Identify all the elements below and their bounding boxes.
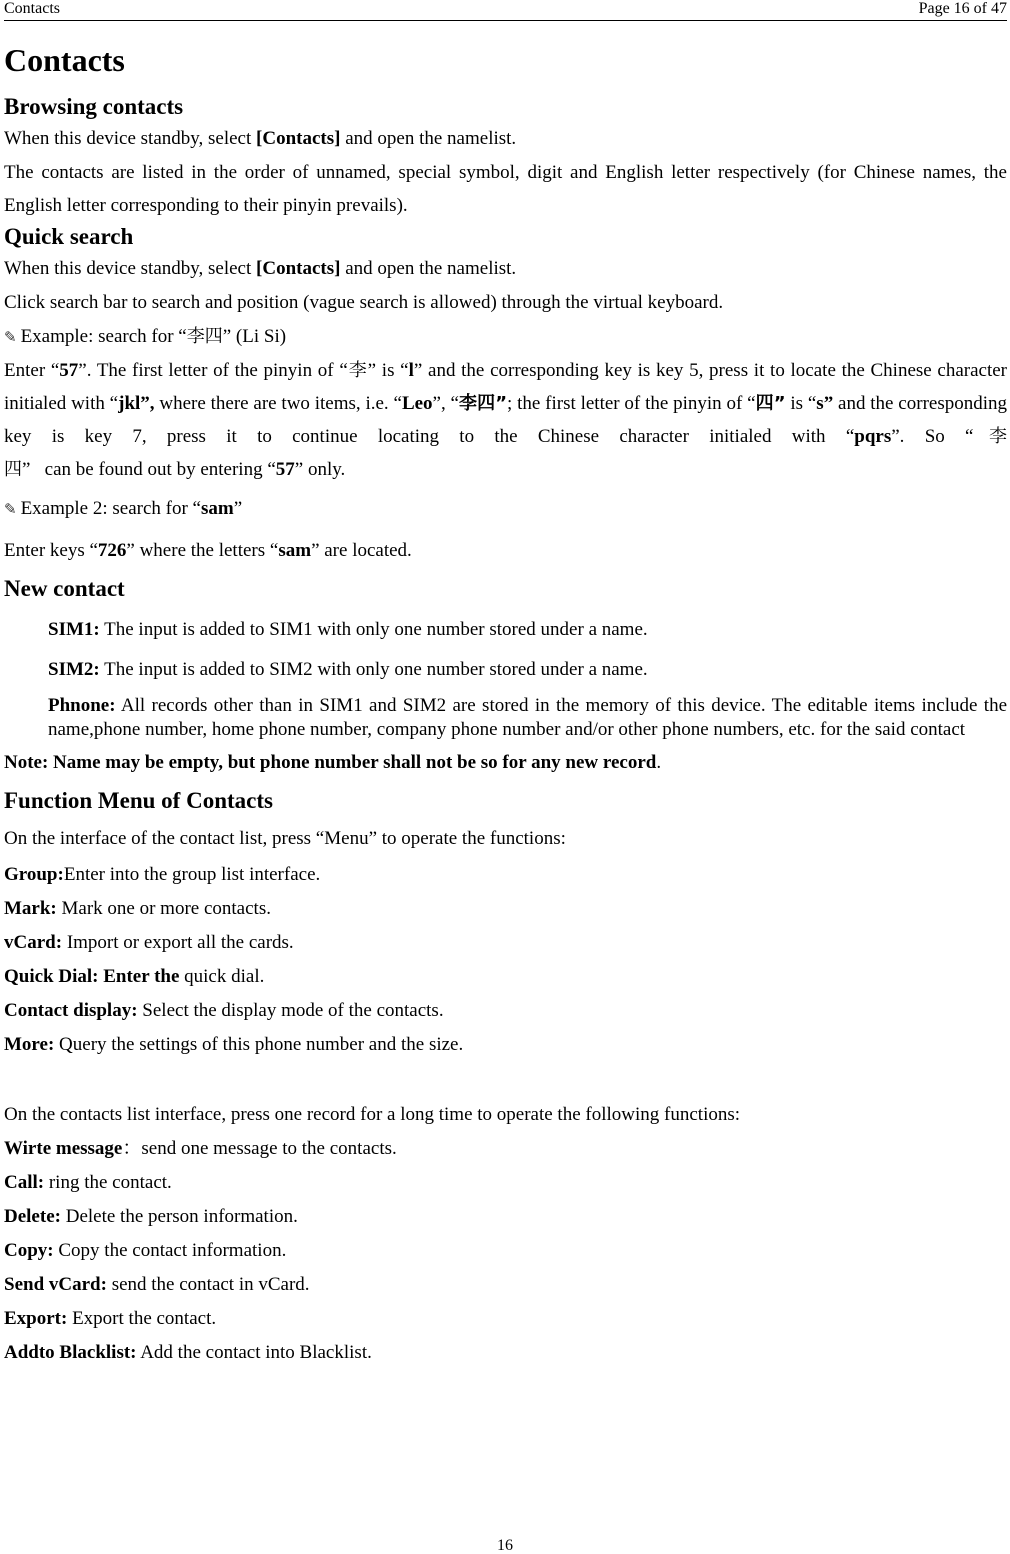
pencil-icon: ✎ — [4, 328, 17, 346]
contacts-menu-ref: [Contacts] — [256, 258, 341, 279]
item-label: Addto Blacklist: — [4, 1342, 137, 1363]
list-item — [4, 994, 1007, 1028]
list-item — [4, 960, 1007, 994]
new-contact-note — [4, 744, 1007, 782]
text-run: ”. So “ — [891, 426, 974, 447]
example-2-explanation — [4, 534, 1007, 568]
list-item — [4, 1200, 1007, 1234]
sim2-label: SIM2: — [48, 659, 100, 680]
header-section-title: Contacts — [4, 0, 60, 17]
long-press-intro: On the contacts list interface, press one record for a long time to operate the following functions: — [4, 1104, 741, 1125]
item-label: Mark: — [4, 898, 57, 919]
text-run: ” are located. — [311, 540, 412, 561]
item-text: Mark one or more contacts. — [56, 898, 271, 919]
item-label: Contact display: — [4, 1000, 138, 1021]
example-2 — [4, 492, 1007, 526]
text-run: sam — [278, 540, 312, 561]
cjk-text: 李四” — [458, 393, 508, 414]
phone-label: Phnone: — [48, 695, 116, 716]
heading-function-menu: Function Menu of Contacts — [4, 788, 273, 813]
list-item — [4, 1336, 1007, 1370]
item-text: ring the contact. — [44, 1172, 172, 1193]
text-run: All records other than in SIM1 and SIM2 are stored in the memory of this device. The editable items include the name,phone number, home phone number, company phone number and/or other phone numbers, etc. for the said contact — [48, 695, 1007, 740]
item-text: quick dial. — [179, 966, 265, 987]
text-run: ” is “ — [367, 360, 409, 381]
list-item — [4, 1268, 1007, 1302]
item-label: Group: — [4, 864, 64, 885]
text-run: Leo — [401, 393, 433, 414]
text-run: where there are two items, i.e. “ — [154, 393, 402, 414]
text-run: ”, “ — [432, 393, 459, 414]
page-title: Contacts — [4, 42, 125, 78]
list-item — [4, 1234, 1007, 1268]
text-run: Enter “ — [4, 360, 60, 381]
item-text: Copy the contact information. — [53, 1240, 287, 1261]
function-menu-intro: On the interface of the contact list, press “Menu” to operate the functions: — [4, 828, 566, 849]
pencil-icon: ✎ — [4, 500, 17, 518]
text-run: ; the first letter of the pinyin of “ — [507, 393, 756, 414]
spacer — [4, 1062, 1007, 1098]
item-text: Query the settings of this phone number and the size. — [54, 1034, 464, 1055]
item-label: More: — [4, 1034, 55, 1055]
quick-paragraph-2: Click search bar to search and position (vague search is allowed) through the virtual keyboard. — [4, 292, 724, 313]
text-run: ” only. — [294, 459, 346, 480]
heading-browsing-contacts: Browsing contacts — [4, 94, 184, 119]
item-label: Wirte message — [4, 1138, 123, 1159]
long-press-list — [4, 1132, 1007, 1370]
item-label: Export: — [4, 1308, 68, 1329]
text-run: When this device standby, select — [4, 258, 257, 279]
text-run: 57 — [59, 360, 79, 381]
list-item — [4, 1028, 1007, 1062]
page-footer-number: 16 — [497, 1537, 513, 1554]
note-text: Note: Name may be empty, but phone number shall not be so for any new record — [4, 752, 657, 773]
text-run: When this device standby, select — [4, 128, 257, 149]
cjk-text: 四” — [755, 393, 786, 414]
page-header — [4, 0, 1007, 21]
item-label: Call: — [4, 1172, 45, 1193]
text-run: jkl”, — [118, 393, 155, 414]
list-item — [4, 1302, 1007, 1336]
text-run: is “ — [785, 393, 817, 414]
item-text: Delete the person information. — [60, 1206, 298, 1227]
text-run: and open the namelist. — [340, 128, 517, 149]
cjk-text: 李四 — [4, 426, 1008, 480]
item-text: Import or export all the cards. — [62, 932, 294, 953]
heading-quick-search: Quick search — [4, 224, 134, 249]
item-label: Copy: — [4, 1240, 54, 1261]
list-item — [4, 1132, 1007, 1166]
sim1-label: SIM1: — [48, 619, 100, 640]
text-run: ”. The first letter of the pinyin of “ — [78, 360, 348, 381]
text-run: . — [656, 752, 662, 773]
text-run: The input is added to SIM1 with only one number stored under a name. — [99, 619, 648, 640]
text-run: Example 2: search for “ — [20, 498, 201, 519]
item-text: Export the contact. — [67, 1308, 217, 1329]
text-run: The input is added to SIM2 with only one number stored under a name. — [99, 659, 648, 680]
item-label: vCard: — [4, 932, 63, 953]
cjk-text: 李四 — [186, 326, 223, 347]
item-label: Send vCard: — [4, 1274, 107, 1295]
heading-new-contact: New contact — [4, 576, 125, 601]
text-run: ” and the corresponding key is key 5, press it to locate the Chinese character initialed with “ — [4, 360, 1008, 414]
browsing-paragraph-2: The contacts are listed in the order of unnamed, special symbol, digit and English letter respectively (for Chinese names, the English letter corresponding to their pinyin prevails). — [4, 162, 1007, 216]
item-text: Enter into the group list interface. — [63, 864, 321, 885]
quick-paragraph-1 — [4, 252, 1007, 286]
item-text: Add the contact into Blacklist. — [136, 1342, 372, 1363]
item-text: send the contact in vCard. — [106, 1274, 310, 1295]
function-menu-list — [4, 858, 1007, 1062]
cjk-text: 李 — [347, 360, 368, 381]
sim2-description — [4, 650, 1007, 690]
text-run: ” where the letters “ — [126, 540, 279, 561]
item-text: Select the display mode of the contacts. — [137, 1000, 444, 1021]
text-run: ” (Li Si) — [222, 326, 287, 347]
text-run: Example: search for “ — [20, 326, 187, 347]
item-text: ：send one message to the contacts. — [122, 1138, 397, 1159]
text-run: l — [408, 360, 414, 381]
header-page-indicator: Page 16 of 47 — [918, 0, 1007, 17]
text-run: 726 — [97, 540, 127, 561]
text-run: pqrs — [854, 426, 892, 447]
list-item — [4, 926, 1007, 960]
text-run: Enter keys “ — [4, 540, 98, 561]
list-item — [4, 1166, 1007, 1200]
browsing-paragraph-1 — [4, 122, 1007, 156]
text-run: and open the namelist. — [340, 258, 517, 279]
item-label: Quick Dial: Enter the — [4, 966, 180, 987]
phone-description — [4, 690, 1007, 748]
text-run: sam — [201, 498, 234, 519]
page-content — [4, 38, 1007, 1370]
item-label: Delete: — [4, 1206, 61, 1227]
example-1 — [4, 320, 1007, 354]
text-run: ” can be found out by entering “ — [22, 459, 276, 480]
text-run: and the corresponding key is key 7, press it to continue locating to the Chinese character initialed with “ — [4, 393, 1007, 447]
text-run: s” — [816, 393, 834, 414]
contacts-menu-ref: [Contacts] — [256, 128, 341, 149]
text-run: ” — [233, 498, 243, 519]
list-item — [4, 892, 1007, 926]
list-item — [4, 858, 1007, 892]
sim1-description — [4, 610, 1007, 650]
text-run: 57 — [275, 459, 295, 480]
example-1-explanation — [4, 354, 1007, 486]
